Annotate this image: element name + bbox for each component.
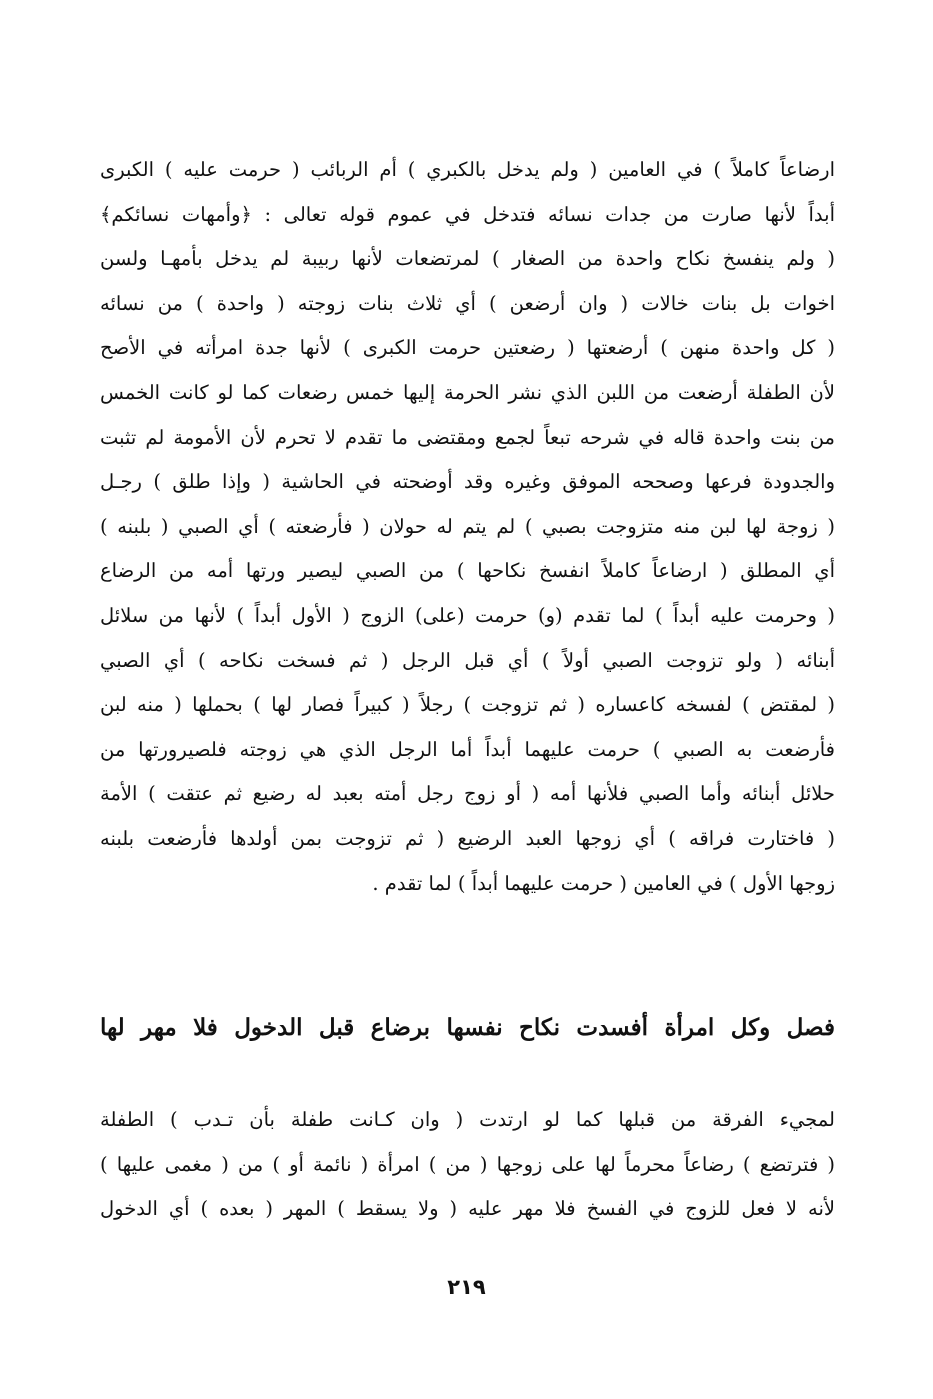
page-number: ٢١٩ — [447, 1275, 486, 1299]
text-line: ( فترتضع ) رضاعاً محرماً لها على زوجها ( من ) امرأة ( نائمة أو ) من ( مغمى عليها ) — [100, 1152, 835, 1176]
text-line: ( لمقتض ) لفسخه كاعساره ( ثم تزوجت ) رجلاً ( كبيراً فصار لها ) بحملها ( منه لبن — [100, 693, 835, 717]
text-line: ( ولم ينفسخ نكاح واحدة من الصغار ) لمرتضعات لأنها ربيبة لم يدخل بأمهـا ولسن — [100, 247, 835, 271]
text-line: لأنه لا فعل للزوج في الفسخ فلا مهر عليه ( ولا يسقط ) المهر ( بعده ) أي الدخول — [100, 1197, 835, 1221]
text-line: ( كل واحدة منهن ) أرضعتها ( رضعتين حرمت الكبرى ) لأنها جدة امرأته في الأصح — [100, 336, 835, 360]
text-line: ( زوجة لها لبن منه متزوجت بصبي ) لم يتم له حولان ( فأرضعته ) أي الصبي ( بلبنه ) — [100, 514, 835, 538]
text-line: لمجيء الفرقة من قبلها كما لو ارتدت ( وان كـانت طفلة بأن تـدب ) الطفلة — [100, 1108, 835, 1131]
main-paragraph — [100, 148, 835, 906]
text-line: أبنائه ( ولو تزوجت الصبي أولاً ) أي قبل الرجل ( ثم فسخت نكاحه ) أي الصبي — [100, 648, 835, 672]
text-line: ( وحرمت عليه أبداً ) لما تقدم (و) حرمت (على) الزوج ( الأول أبداً ) لأنها من سلائل — [100, 603, 835, 627]
text-line: ارضاعاً كاملاً ) في العامين ( ولم يدخل بالكبري ) أم الربائب ( حرمت عليه ) الكبرى — [100, 158, 835, 181]
text-line: اخوات بل بنات خالات ( وان أرضعن ) أي ثلاث بنات زوجته ( واحدة ) من نسائه — [100, 291, 835, 315]
text-line: أبداً لأنها صارت من جدات نسائه فتدخل في عموم قوله تعالى : ﴿وأمهات نسائكم﴾ — [100, 202, 835, 226]
text-line: من بنت واحدة قاله في شرحه تبعاً لجمع ومقتضى ما تقدم لا تحرم لأن الأمومة لم تثبت — [100, 425, 835, 449]
section-paragraph — [100, 1098, 835, 1232]
text-line: والجدودة فرعها وصححه الموفق وغيره وقد أوضحته في الحاشية ( وإذا طلق ) رجـل — [100, 470, 835, 494]
text-line: لأن الطفلة أرضعت من اللبن الذي نشر الحرمة إليها خمس رضعات كما لو كانت الخمس — [100, 380, 835, 404]
text-line: حلائل أبنائه وأما الصبي فلأنها أمه ( أو زوج رجل أمته بعبد له رضيع ثم عتقت ) الأمة — [100, 782, 835, 806]
text-line: ( فاختارت فراقه ) أي زوجها العبد الرضيع ( ثم تزوجت بمن أولدها فأرضعت بلبنه — [100, 826, 835, 850]
text-line: فأرضعت به الصبي ) حرمت عليهما أبداً أما الرجل الذي هي زوجته فلصيرورتها من — [100, 737, 835, 761]
text-line: أي المطلق ( ارضاعاً كاملاً انفسخ نكاحها ) من الصبي ليصير ورتها أمه من الرضاع — [100, 559, 835, 583]
section-heading: فصل وكل امرأة أفسدت نكاح نفسها برضاع قبل الدخول فلا مهر لها — [100, 1014, 835, 1041]
text-line: زوجها الأول ) في العامين ( حرمت عليهما أبداً ) لما تقدم . — [372, 871, 835, 895]
